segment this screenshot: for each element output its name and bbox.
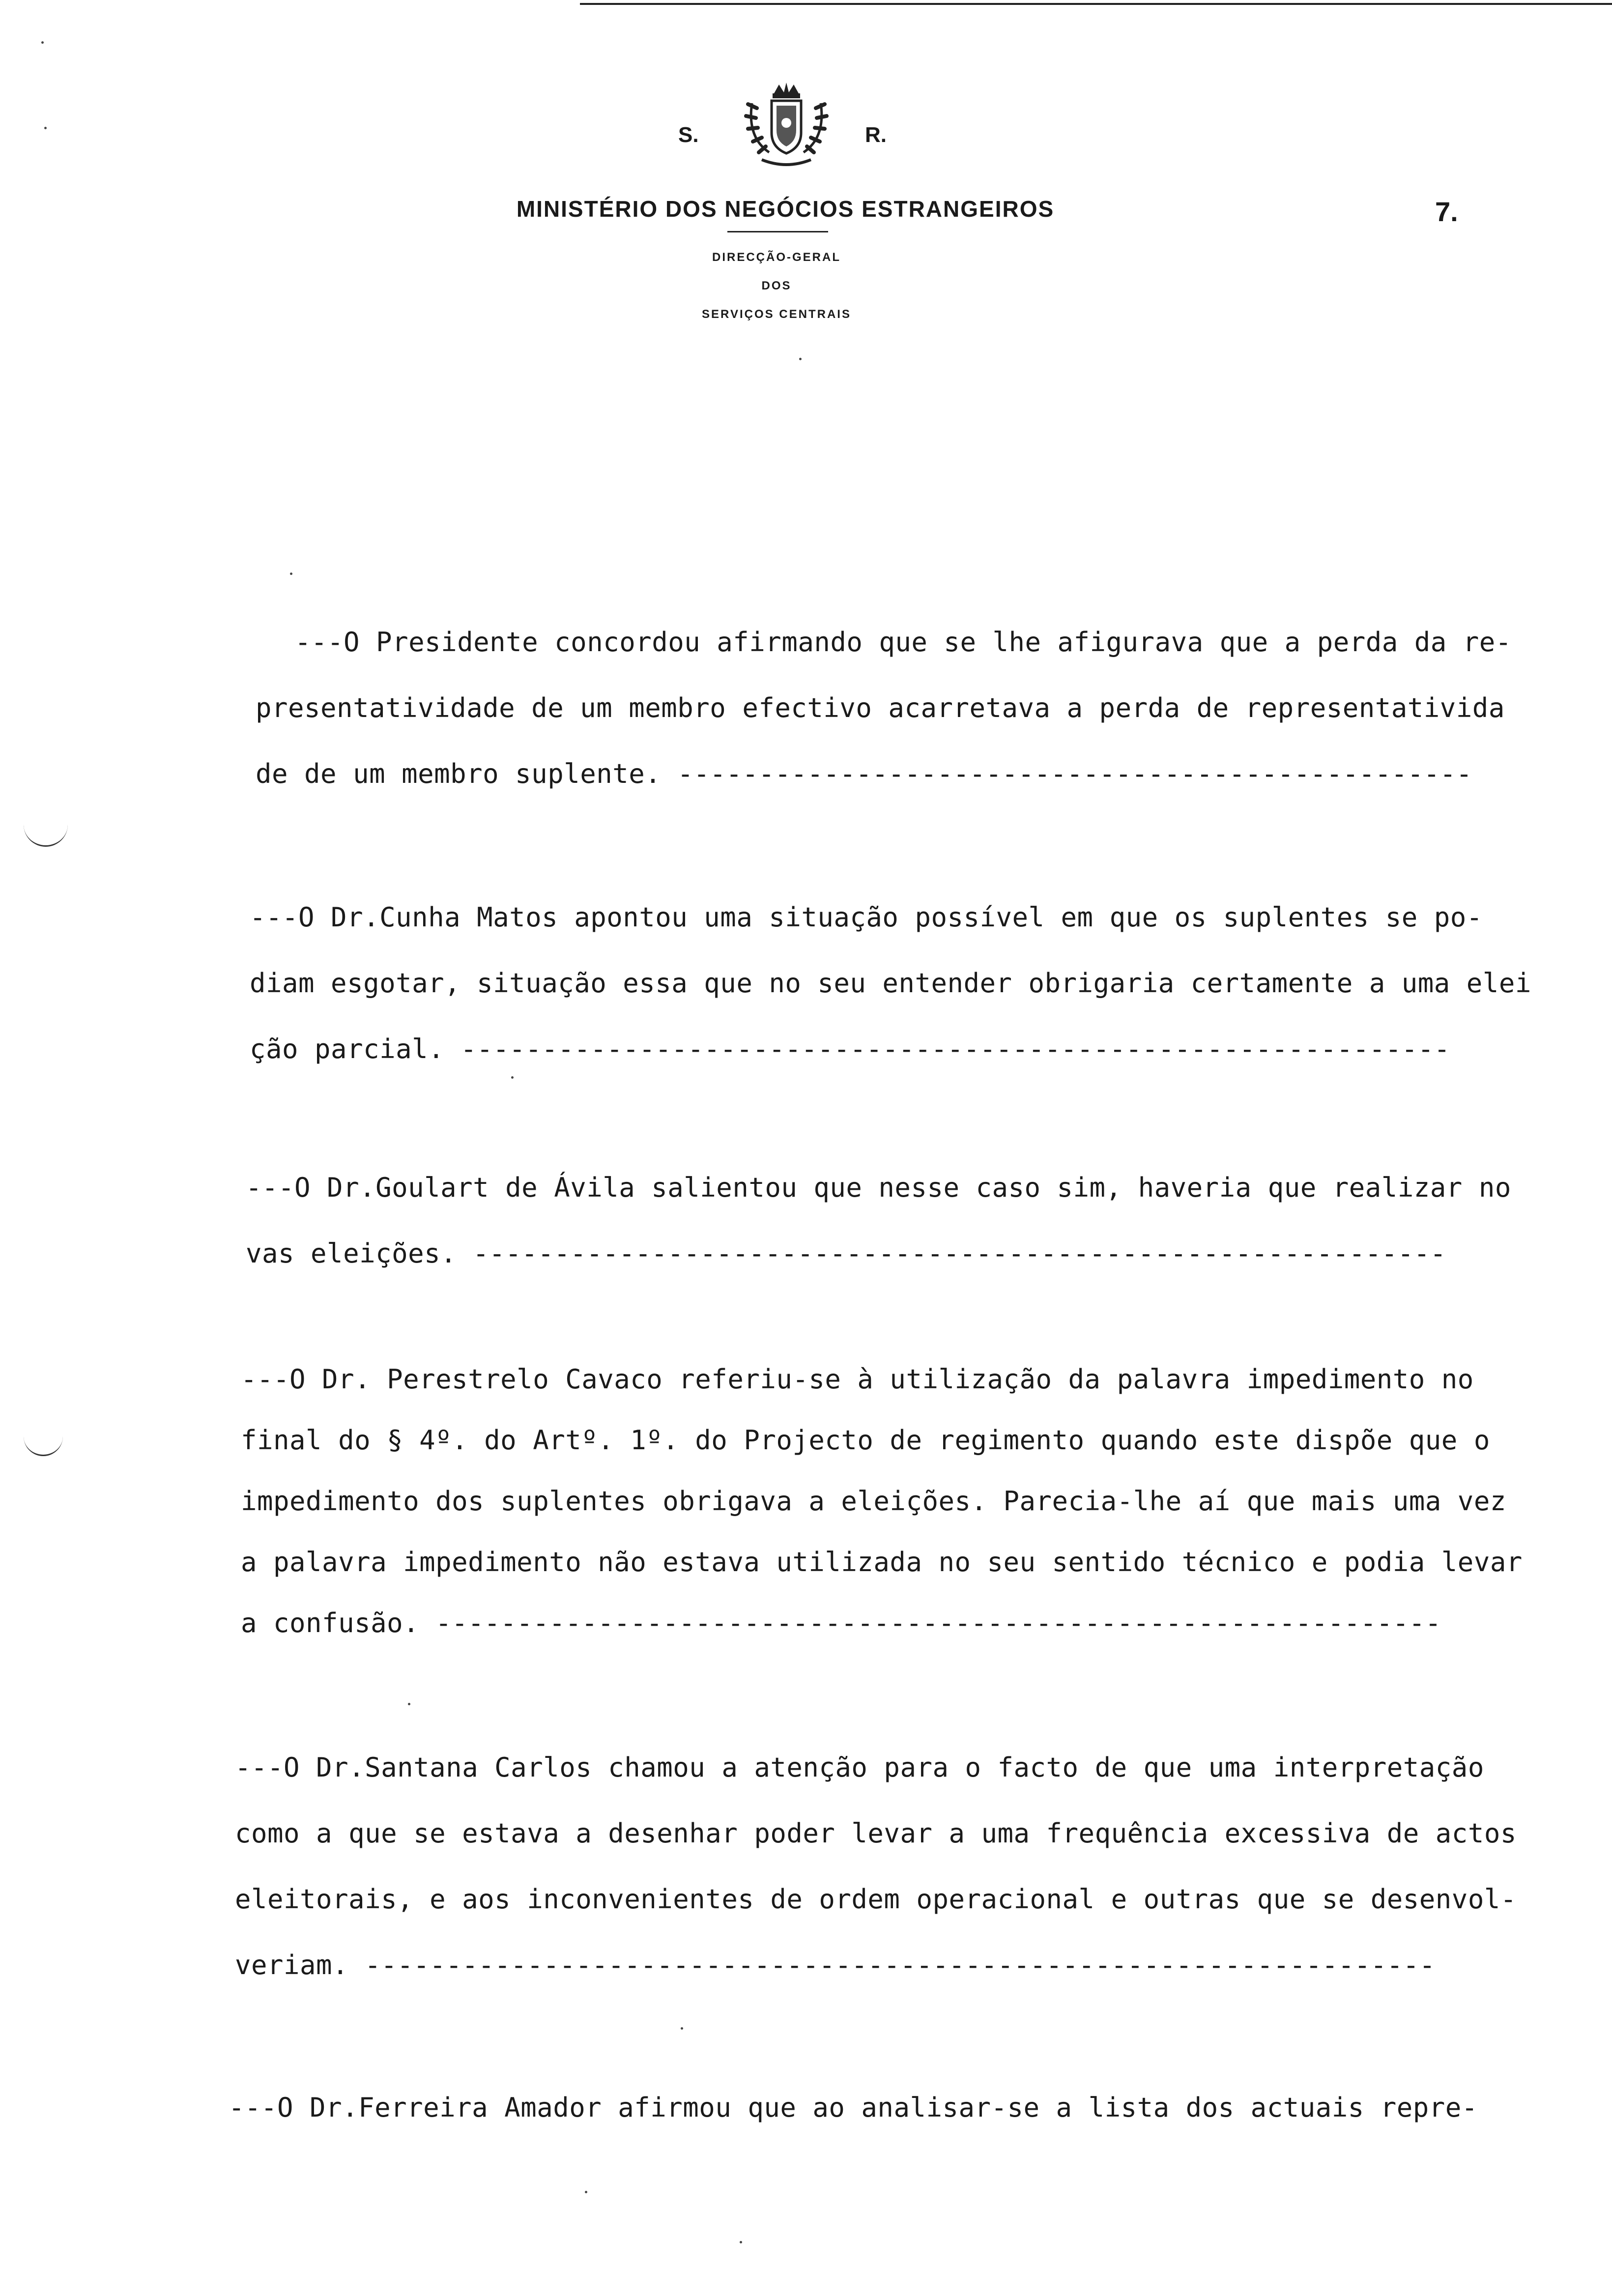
scan-speck: [41, 41, 44, 44]
scan-speck: [511, 1076, 514, 1079]
scan-speck: [44, 127, 47, 129]
paragraph-line: eleitorais, e aos inconvenientes de ordem operacional e outras que se desenvol-: [235, 1884, 1517, 1915]
scan-speck: [740, 2241, 742, 2243]
paragraph-line: como a que se estava a desenhar poder levar a uma frequência excessiva de actos: [235, 1818, 1517, 1849]
paragraph-line: ---O Dr.Santana Carlos chamou a atenção para o facto de que uma interpretação: [235, 1752, 1484, 1783]
scan-speck: [681, 2027, 683, 2030]
scan-speck: [585, 2191, 587, 2193]
paragraph-line: vas eleições. ------------------------------------------------------------: [246, 1238, 1446, 1269]
right-initial: R.: [865, 123, 887, 147]
scan-speck: [799, 358, 802, 360]
crest-row: [659, 79, 914, 182]
paragraph-line: impedimento dos suplentes obrigava a eleições. Parecia-lhe aí que mais uma vez: [241, 1486, 1506, 1517]
paragraph-line: ---O Dr.Ferreira Amador afirmou que ao analisar-se a lista dos actuais repre-: [229, 2092, 1478, 2123]
paragraph-line: final do § 4º. do Artº. 1º. do Projecto de regimento quando este dispõe que o: [241, 1425, 1490, 1456]
paragraph-line: ---O Dr.Cunha Matos apontou uma situação possível em que os suplentes se po-: [250, 902, 1483, 933]
letterhead: [0, 74, 1612, 349]
margin-mark: [24, 816, 68, 847]
coat-of-arms-icon: [727, 79, 845, 177]
paragraph-line: veriam. ------------------------------------------------------------------: [235, 1950, 1436, 1980]
paragraph-line: a confusão. --------------------------------------------------------------: [241, 1607, 1441, 1638]
subdept-line-1: DIRECÇÃO-GERAL: [712, 251, 841, 264]
scan-speck: [408, 1703, 410, 1705]
ministry-underline: [727, 231, 828, 232]
paragraph-line: ção parcial. -------------------------------------------------------------: [250, 1033, 1450, 1064]
paragraph-line: diam esgotar, situação essa que no seu entender obrigaria certamente a uma elei: [250, 968, 1531, 999]
ministry-title: MINISTÉRIO DOS NEGÓCIOS ESTRANGEIROS: [516, 196, 1055, 222]
subdept-line-3: SERVIÇOS CENTRAIS: [702, 308, 851, 321]
top-edge-rule: [580, 3, 1612, 5]
paragraph-6: [229, 2075, 1478, 2272]
paragraph-line: ---O Presidente concordou afirmando que se lhe afigurava que a perda da re-: [295, 627, 1512, 658]
paragraph-line: ---O Dr. Perestrelo Cavaco referiu-se à utilização da palavra impedimento no: [241, 1364, 1474, 1395]
margin-mark: [24, 1425, 63, 1456]
page-number: 7.: [1435, 196, 1458, 227]
scan-speck: [290, 573, 292, 575]
left-initial: S.: [678, 123, 699, 147]
subdept-line-2: DOS: [761, 279, 792, 292]
paragraph-line: de de um membro suplente. -------------------------------------------------: [256, 758, 1472, 789]
paragraph-line: ---O Dr.Goulart de Ávila salientou que nesse caso sim, haveria que realizar no: [246, 1172, 1511, 1203]
paragraph-line: presentatividade de um membro efectivo acarretava a perda de representativida: [256, 692, 1505, 723]
paragraph-line: a palavra impedimento não estava utilizada no seu sentido técnico e podia levar: [241, 1547, 1523, 1578]
